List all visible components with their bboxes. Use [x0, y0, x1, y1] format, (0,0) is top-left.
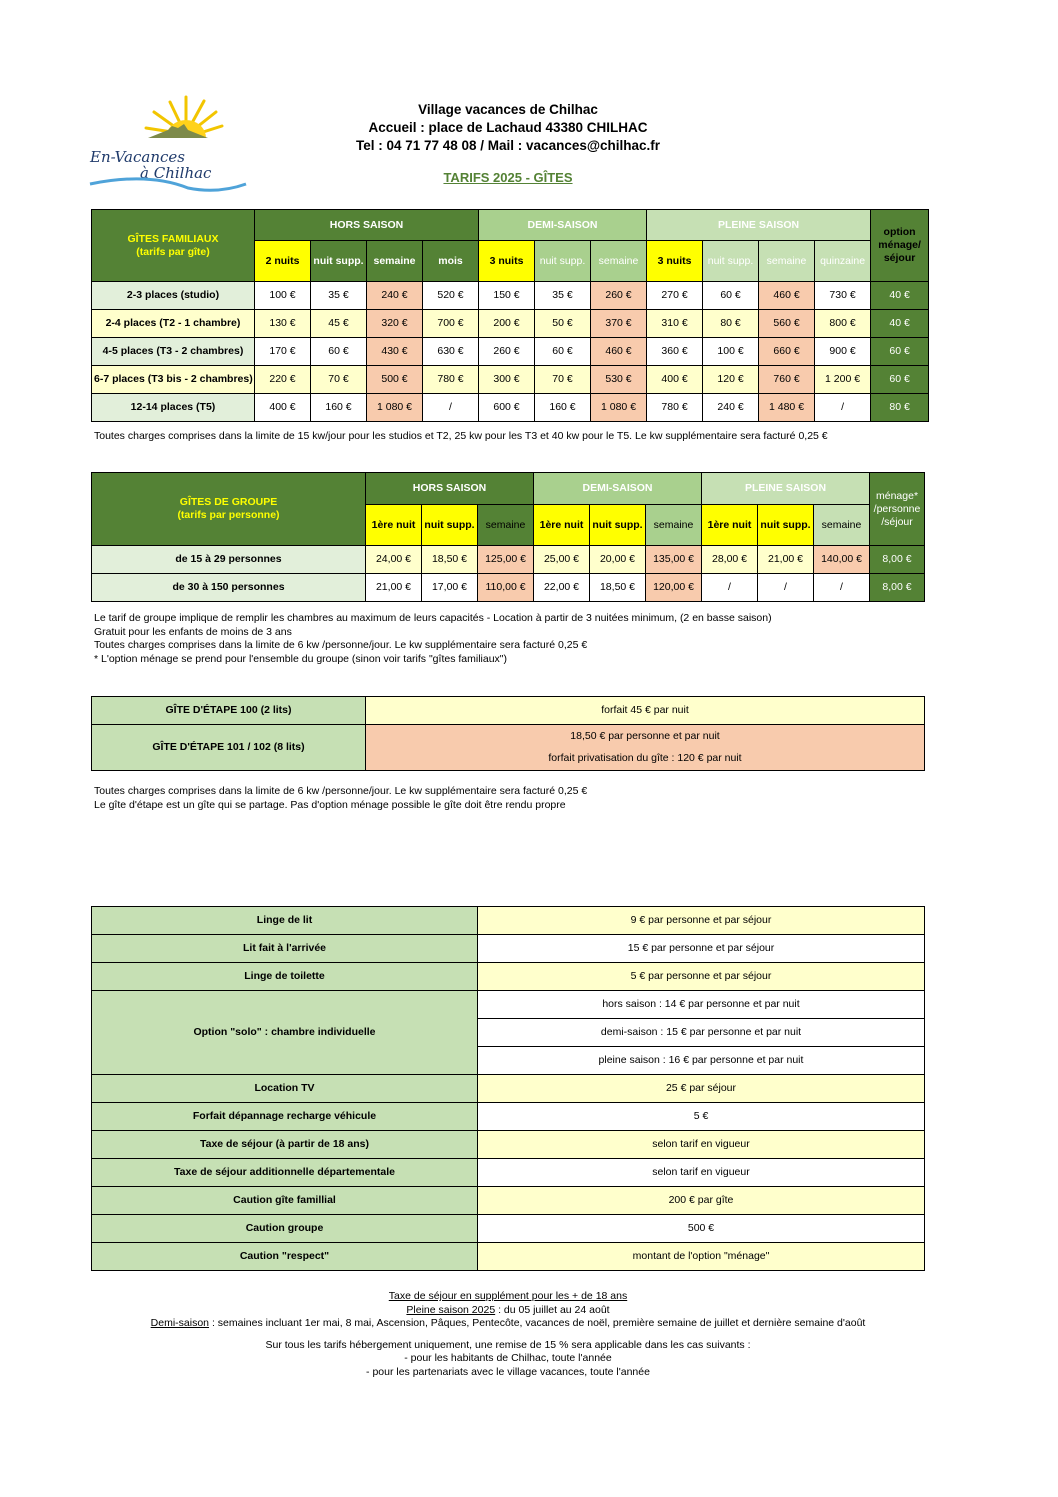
groupe-table — [91, 472, 925, 602]
option-cell: 40 € — [871, 282, 929, 310]
table-row — [92, 394, 929, 422]
cell: 160 € — [535, 394, 591, 422]
table-row — [92, 1243, 925, 1271]
etape-table — [91, 696, 925, 771]
cell: 60 € — [311, 338, 367, 366]
footer-remise: Sur tous les tarifs hébergement uniquement, une remise de 15 % sera applicable dans les cas suivants : — [265, 1338, 751, 1351]
cell: 120,00 € — [646, 574, 702, 602]
cell: 140,00 € — [814, 546, 870, 574]
extra-label: Linge de toilette — [92, 963, 478, 991]
cell: 780 € — [647, 394, 703, 422]
groupe-option-header: ménage* /personne /séjour — [870, 473, 925, 546]
table-row — [92, 310, 929, 338]
familial-season-pleine: PLEINE SAISON — [647, 210, 871, 241]
cell: 45 € — [311, 310, 367, 338]
option-cell: 8,00 € — [870, 546, 925, 574]
groupe-note-1: Le tarif de groupe implique de remplir les chambres au maximum de leurs capacités - Location à partir de 3 nuitées minimum, (2 en basse saison) — [94, 612, 772, 624]
familial-sub-7: semaine — [591, 241, 647, 282]
cell: 240 € — [703, 394, 759, 422]
table-row — [92, 338, 929, 366]
option-cell: 60 € — [871, 338, 929, 366]
cell: 1 080 € — [367, 394, 423, 422]
table-row — [92, 1103, 925, 1131]
cell: 17,00 € — [422, 574, 478, 602]
footer-demi-label: Demi-saison — [150, 1317, 210, 1329]
row-label: 4-5 places (T3 - 2 chambres) — [92, 338, 255, 366]
table-row — [92, 725, 925, 748]
cell: / — [758, 574, 814, 602]
cell: 22,00 € — [534, 574, 590, 602]
cell: 35 € — [311, 282, 367, 310]
cell: 60 € — [703, 282, 759, 310]
groupe-sub-8: nuit supp. — [758, 505, 814, 546]
cell: 70 € — [535, 366, 591, 394]
row-label: 2-3 places (studio) — [92, 282, 255, 310]
familial-sub-3: semaine — [367, 241, 423, 282]
table-row — [92, 1159, 925, 1187]
cell: 800 € — [815, 310, 871, 338]
etape-101-label: GÎTE D'ÉTAPE 101 / 102 (8 lits) — [92, 725, 366, 771]
extra-label: Lit fait à l'arrivée — [92, 935, 478, 963]
row-label: de 30 à 150 personnes — [92, 574, 366, 602]
logo-text-line1: En-Vacances — [90, 148, 185, 166]
cell: 110,00 € — [478, 574, 534, 602]
cell: 60 € — [535, 338, 591, 366]
cell: 80 € — [703, 310, 759, 338]
familial-season-demi: DEMI-SAISON — [479, 210, 647, 241]
extra-label: Location TV — [92, 1075, 478, 1103]
groupe-sub-7: 1ère nuit — [702, 505, 758, 546]
cell: 220 € — [255, 366, 311, 394]
familial-sub-9: nuit supp. — [703, 241, 759, 282]
extra-label: Forfait dépannage recharge véhicule — [92, 1103, 478, 1131]
cell: 120 € — [703, 366, 759, 394]
groupe-sub-3: semaine — [478, 505, 534, 546]
cell: 125,00 € — [478, 546, 534, 574]
cell: 520 € — [423, 282, 479, 310]
cell: 21,00 € — [758, 546, 814, 574]
extra-value: 15 € par personne et par séjour — [478, 935, 925, 963]
option-cell: 60 € — [871, 366, 929, 394]
extra-label: Caution "respect" — [92, 1243, 478, 1271]
groupe-season-demi: DEMI-SAISON — [534, 473, 702, 505]
extra-value: selon tarif en vigueur — [478, 1131, 925, 1159]
footer-taxe: Taxe de séjour en supplément pour les + de 18 ans — [388, 1290, 628, 1302]
header-line3: Tel : 04 71 77 48 08 / Mail : vacances@chilhac.fr — [355, 138, 661, 153]
cell: 1 480 € — [759, 394, 815, 422]
familial-sub-2: nuit supp. — [311, 241, 367, 282]
cell: 135,00 € — [646, 546, 702, 574]
extra-value: montant de l'option "ménage" — [478, 1243, 925, 1271]
table-row — [92, 991, 925, 1019]
table-row — [92, 907, 925, 935]
cell: 240 € — [367, 282, 423, 310]
familial-title-cell — [92, 210, 255, 282]
footer-demi — [90, 1317, 926, 1331]
extra-value: 5 € par personne et par séjour — [478, 963, 925, 991]
etape-note-2: Le gîte d'étape est un gîte qui se partage. Pas d'option ménage possible le gîte doit être rendu propre — [94, 798, 566, 811]
groupe-note-3: Toutes charges comprises dans la limite de 6 kw /personne/jour. Le kw supplémentaire sera facturé 0,25 € — [94, 639, 588, 651]
table-row — [92, 1215, 925, 1243]
etape-100-label: GÎTE D'ÉTAPE 100 (2 lits) — [92, 697, 366, 725]
cell: 500 € — [367, 366, 423, 394]
extra-label: Option "solo" : chambre individuelle — [92, 991, 478, 1075]
row-label: 6-7 places (T3 bis - 2 chambres) — [92, 366, 255, 394]
cell: 560 € — [759, 310, 815, 338]
cell: 270 € — [647, 282, 703, 310]
extra-value: demi-saison : 15 € par personne et par nuit — [478, 1019, 925, 1047]
extra-label: Caution gîte famillial — [92, 1187, 478, 1215]
etape-note-1: Toutes charges comprises dans la limite de 6 kw /personne/jour. Le kw supplémentaire sera facturé 0,25 € — [94, 785, 588, 797]
row-label: 2-4 places (T2 - 1 chambre) — [92, 310, 255, 338]
familial-sub-4: mois — [423, 241, 479, 282]
footer-pleine — [90, 1304, 926, 1318]
groupe-sub-4: 1ère nuit — [534, 505, 590, 546]
familial-subtitle: (tarifs par gîte) — [136, 245, 210, 258]
cell: 1 200 € — [815, 366, 871, 394]
table-row — [92, 963, 925, 991]
groupe-notes — [94, 612, 772, 666]
extra-value: hors saison : 14 € par personne et par nuit — [478, 991, 925, 1019]
etape-101-value2: forfait privatisation du gîte : 120 € par nuit — [366, 748, 925, 771]
cell: 100 € — [255, 282, 311, 310]
cell: 400 € — [647, 366, 703, 394]
cell: 660 € — [759, 338, 815, 366]
cell: 170 € — [255, 338, 311, 366]
groupe-sub-5: nuit supp. — [590, 505, 646, 546]
cell: 400 € — [255, 394, 311, 422]
cell: 28,00 € — [702, 546, 758, 574]
row-label: 12-14 places (T5) — [92, 394, 255, 422]
groupe-title-cell — [92, 473, 366, 546]
cell: 900 € — [815, 338, 871, 366]
table-row — [92, 282, 929, 310]
extra-value: 500 € — [478, 1215, 925, 1243]
cell: / — [423, 394, 479, 422]
cell: 130 € — [255, 310, 311, 338]
groupe-sub-9: semaine — [814, 505, 870, 546]
cell: 430 € — [367, 338, 423, 366]
familial-note: Toutes charges comprises dans la limite de 15 kw/jour pour les studios et T2, 25 kw pour les T3 et 40 kw pour le T5. Le kw supplémentaire sera facturé 0,25 € — [94, 430, 828, 442]
cell: 260 € — [479, 338, 535, 366]
chilhac-logo — [88, 92, 248, 192]
groupe-season-pleine: PLEINE SAISON — [702, 473, 870, 505]
cell: 730 € — [815, 282, 871, 310]
cell: 780 € — [423, 366, 479, 394]
extra-value: 25 € par séjour — [478, 1075, 925, 1103]
cell: 24,00 € — [366, 546, 422, 574]
familial-sub-6: nuit supp. — [535, 241, 591, 282]
groupe-sub-2: nuit supp. — [422, 505, 478, 546]
cell: / — [702, 574, 758, 602]
extra-label: Taxe de séjour additionnelle départementale — [92, 1159, 478, 1187]
option-cell: 40 € — [871, 310, 929, 338]
footer — [90, 1290, 926, 1379]
cell: 370 € — [591, 310, 647, 338]
table-row — [92, 366, 929, 394]
cell: 150 € — [479, 282, 535, 310]
familial-table — [91, 209, 929, 422]
cell: 200 € — [479, 310, 535, 338]
familial-sub-5: 3 nuits — [479, 241, 535, 282]
etape-100-value: forfait 45 € par nuit — [366, 697, 925, 725]
groupe-subtitle: (tarifs par personne) — [177, 509, 280, 521]
cell: 260 € — [591, 282, 647, 310]
cell: 20,00 € — [590, 546, 646, 574]
cell: 760 € — [759, 366, 815, 394]
familial-sub-8: 3 nuits — [647, 241, 703, 282]
footer-pleine-text: : du 05 juillet au 24 août — [495, 1303, 610, 1316]
header-line1: Village vacances de Chilhac — [418, 102, 598, 117]
cell: 460 € — [591, 338, 647, 366]
cell: 300 € — [479, 366, 535, 394]
footer-remise-2: - pour les partenariats avec le village vacances, toute l'année — [366, 1365, 650, 1378]
familial-sub-11: quinzaine — [815, 241, 871, 282]
option-cell: 80 € — [871, 394, 929, 422]
cell: 18,50 € — [422, 546, 478, 574]
cell: 35 € — [535, 282, 591, 310]
cell: 310 € — [647, 310, 703, 338]
cell: 630 € — [423, 338, 479, 366]
extra-value: 200 € par gîte — [478, 1187, 925, 1215]
extra-label: Linge de lit — [92, 907, 478, 935]
groupe-note-4: * L'option ménage se prend pour l'ensemble du groupe (sinon voir tarifs "gîtes familiaux") — [94, 652, 508, 665]
header-line2: Accueil : place de Lachaud 43380 CHILHAC — [368, 120, 648, 135]
familial-season-hors: HORS SAISON — [255, 210, 479, 241]
cell: 18,50 € — [590, 574, 646, 602]
cell: 50 € — [535, 310, 591, 338]
tariff-title: TARIFS 2025 - GÎTES — [443, 170, 573, 185]
cell: 360 € — [647, 338, 703, 366]
extra-value: 9 € par personne et par séjour — [478, 907, 925, 935]
groupe-season-hors: HORS SAISON — [366, 473, 534, 505]
groupe-note-2: Gratuit pour les enfants de moins de 3 ans — [94, 625, 292, 638]
groupe-sub-1: 1ère nuit — [366, 505, 422, 546]
etape-101-value1: 18,50 € par personne et par nuit — [366, 725, 925, 748]
table-row — [92, 1131, 925, 1159]
extra-value: 5 € — [478, 1103, 925, 1131]
table-row — [92, 546, 925, 574]
logo-text-line2: à Chilhac — [140, 164, 212, 182]
cell: 460 € — [759, 282, 815, 310]
cell: 160 € — [311, 394, 367, 422]
table-row — [92, 697, 925, 725]
groupe-title: GÎTES DE GROUPE — [179, 496, 278, 508]
familial-sub-1: 2 nuits — [255, 241, 311, 282]
familial-option-header: option ménage/ séjour — [871, 210, 929, 282]
familial-title: GÎTES FAMILIAUX — [127, 232, 219, 245]
groupe-sub-6: semaine — [646, 505, 702, 546]
extra-value: pleine saison : 16 € par personne et par nuit — [478, 1047, 925, 1075]
cell: 1 080 € — [591, 394, 647, 422]
footer-demi-text: : semaines incluant 1er mai, 8 mai, Ascension, Pâques, Pentecôte, vacances de noël, première semaine de juillet et dernière semaine d'août — [209, 1317, 866, 1329]
cell: 70 € — [311, 366, 367, 394]
familial-sub-10: semaine — [759, 241, 815, 282]
option-cell: 8,00 € — [870, 574, 925, 602]
cell: 320 € — [367, 310, 423, 338]
row-label: de 15 à 29 personnes — [92, 546, 366, 574]
table-row — [92, 935, 925, 963]
cell: 100 € — [703, 338, 759, 366]
cell: / — [815, 394, 871, 422]
footer-pleine-label: Pleine saison 2025 — [406, 1303, 496, 1316]
table-row — [92, 1187, 925, 1215]
cell: 700 € — [423, 310, 479, 338]
cell: 25,00 € — [534, 546, 590, 574]
extra-label: Taxe de séjour (à partir de 18 ans) — [92, 1131, 478, 1159]
cell: 21,00 € — [366, 574, 422, 602]
table-row — [92, 1075, 925, 1103]
etape-notes — [94, 785, 587, 812]
table-row — [92, 574, 925, 602]
cell: / — [814, 574, 870, 602]
extra-value: selon tarif en vigueur — [478, 1159, 925, 1187]
header — [258, 101, 758, 155]
extras-table — [91, 906, 925, 1271]
extra-label: Caution groupe — [92, 1215, 478, 1243]
cell: 530 € — [591, 366, 647, 394]
cell: 600 € — [479, 394, 535, 422]
footer-remise-1: - pour les habitants de Chilhac, toute l'année — [404, 1352, 612, 1364]
